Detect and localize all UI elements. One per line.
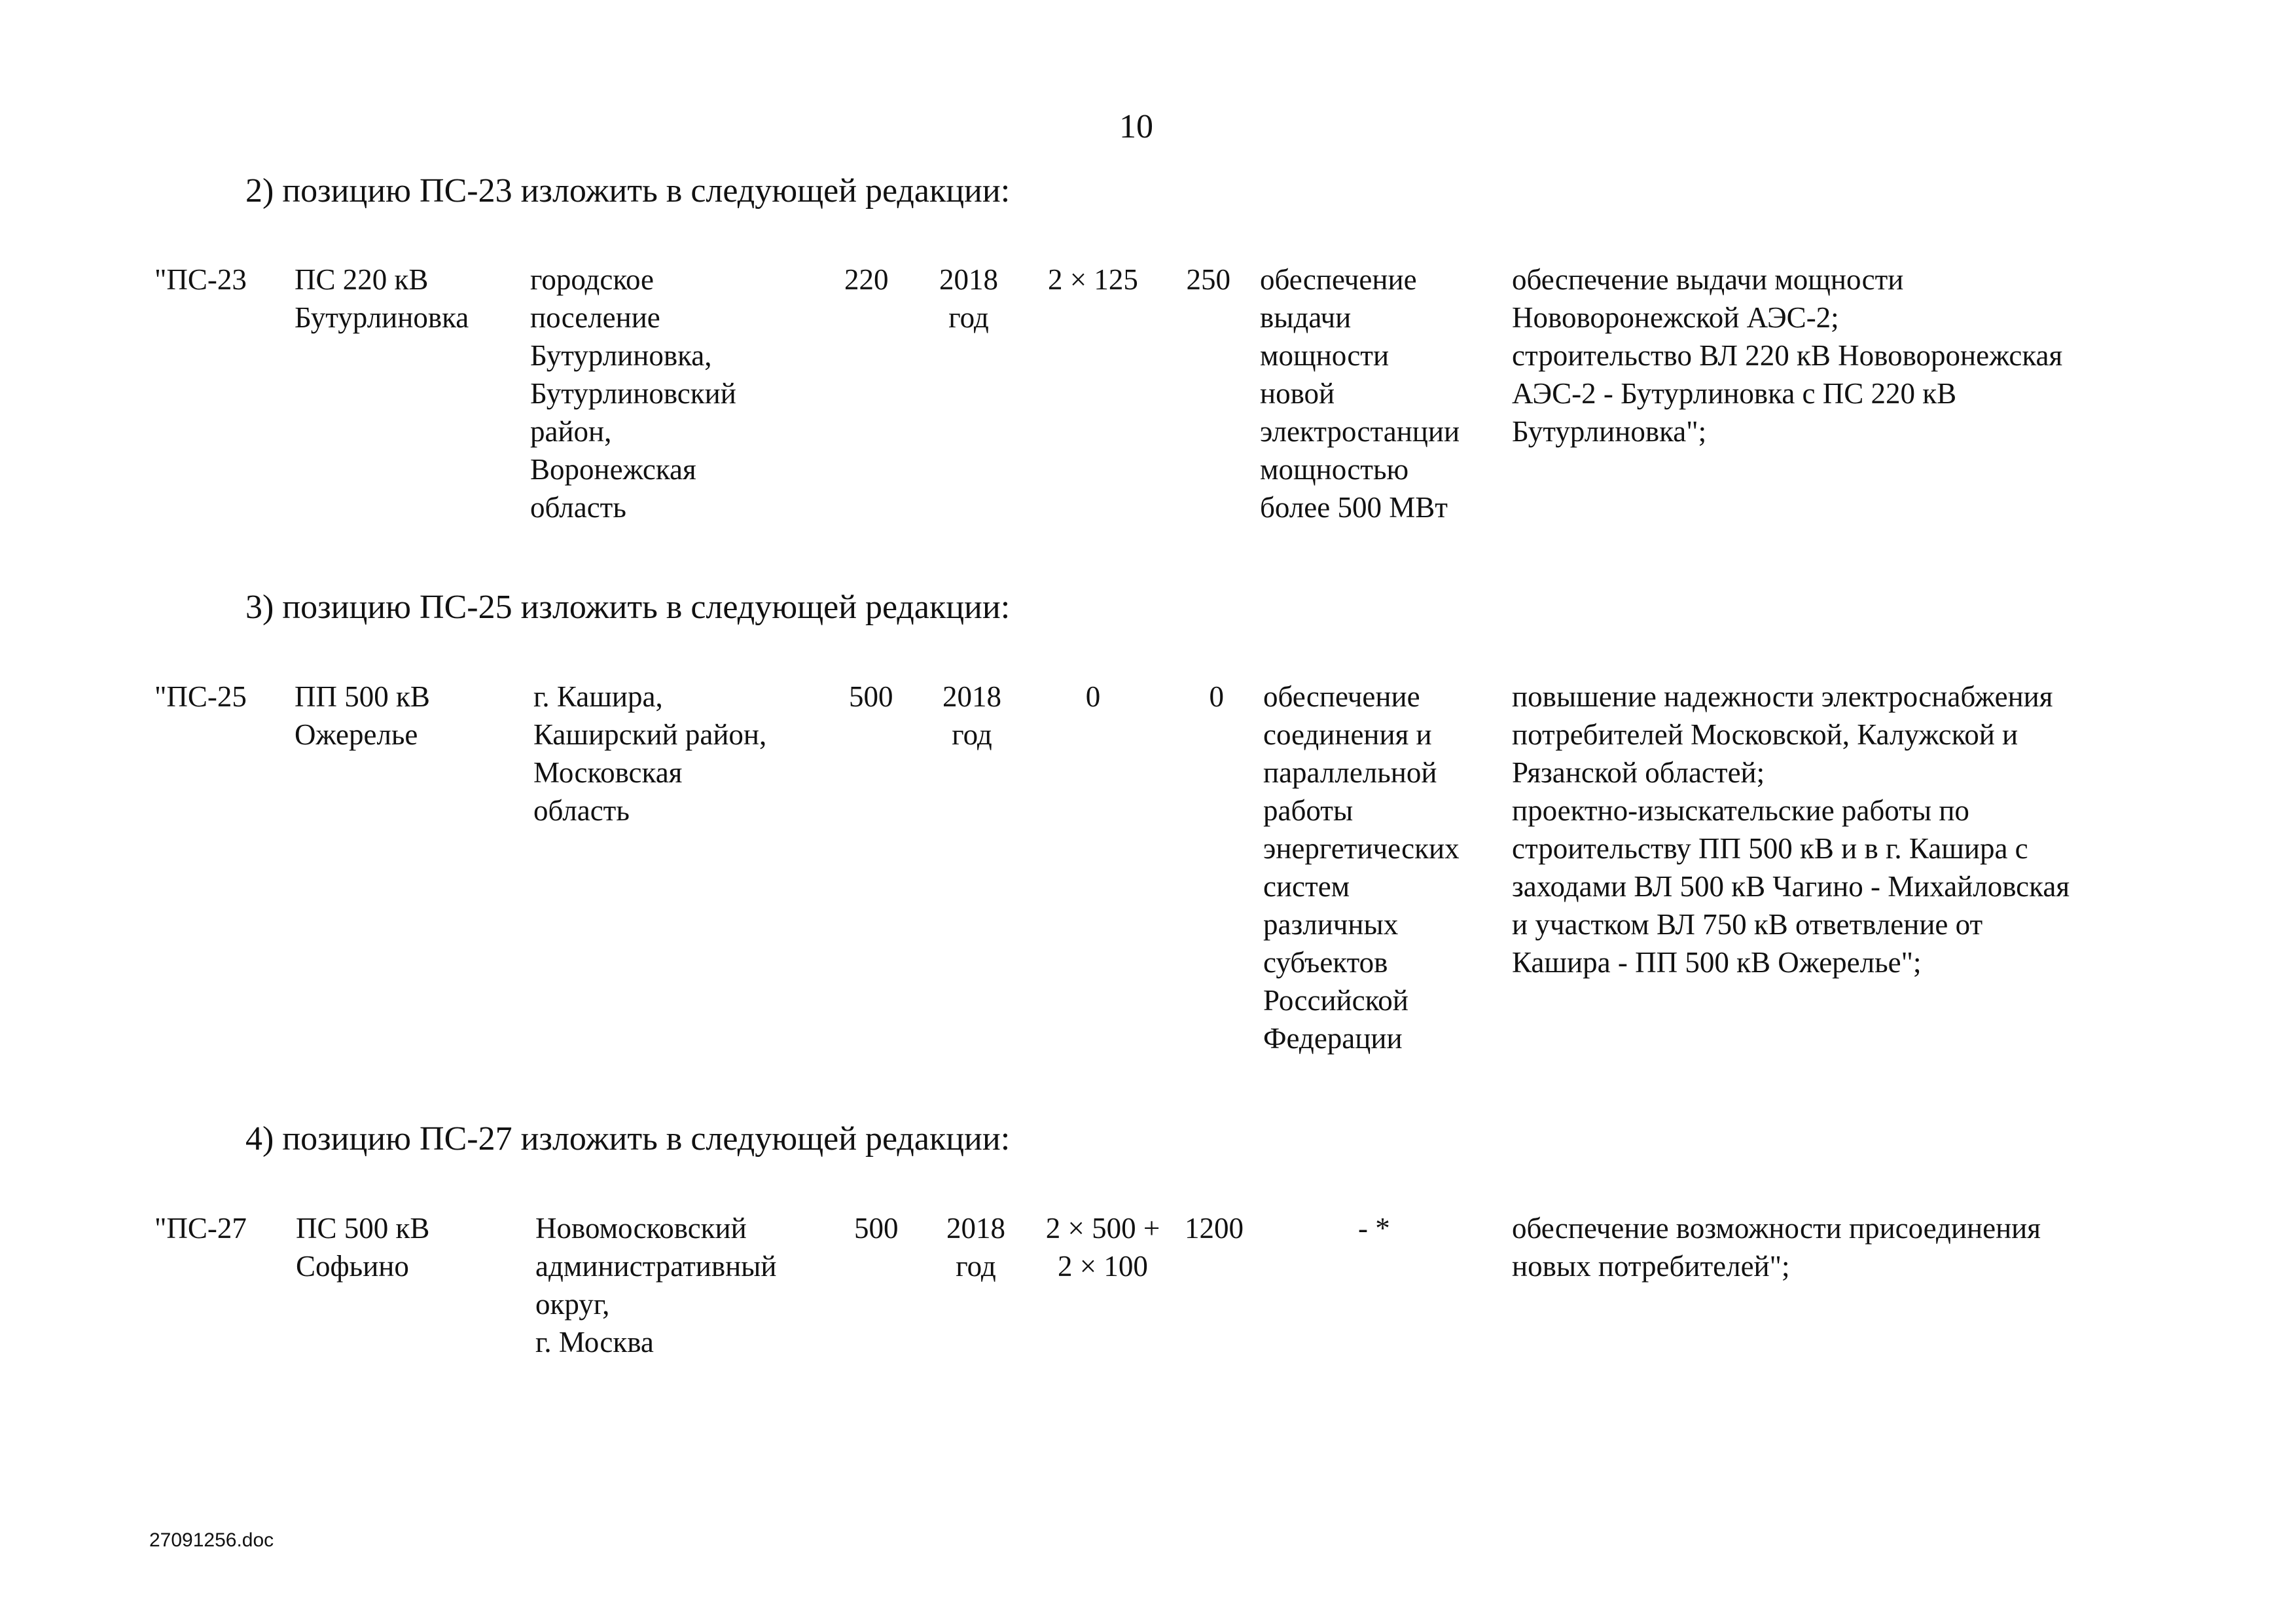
row-code: "ПС-25: [154, 680, 247, 713]
row-location: г. Кашира, Каширский район, Московская область: [533, 680, 767, 827]
row-capacity: 2 × 500 + 2 × 100: [1045, 1212, 1160, 1283]
section-intro: 3) позицию ПС-25 изложить в следующей редакции:: [245, 589, 1011, 626]
row-voltage: 500: [854, 1212, 899, 1245]
row-location: Новомосковский административный округ, г. Москва: [535, 1212, 777, 1359]
row-voltage: 500: [849, 680, 893, 713]
footer-filename: 27091256.doc: [149, 1529, 274, 1551]
row-name: ПС 220 кВ Бутурлиновка: [295, 263, 469, 334]
row-capacity: 0: [1085, 680, 1101, 713]
row-total: 0: [1209, 680, 1224, 713]
row-code: "ПС-23: [154, 263, 247, 296]
row-name: ПП 500 кВ Ожерелье: [295, 680, 430, 751]
row-code: "ПС-27: [154, 1212, 247, 1245]
section-intro: 2) позицию ПС-23 изложить в следующей редакции:: [245, 172, 1011, 210]
page-number: 10: [1119, 108, 1153, 145]
row-location: городское поселение Бутурлиновка, Бутурлиновский район, Воронежская область: [530, 263, 736, 524]
row-justification: обеспечение возможности присоединения новых потребителей";: [1512, 1212, 2041, 1283]
row-year: 2018 год: [946, 1212, 1005, 1283]
section-intro: 4) позицию ПС-27 изложить в следующей редакции:: [245, 1120, 1011, 1158]
row-purpose: - *: [1358, 1212, 1390, 1245]
row-total: 1200: [1185, 1212, 1244, 1245]
row-justification: повышение надежности электроснабжения потребителей Московской, Калужской и Рязанской областей; проектно-изыскательские работы по строительству ПП 500 кВ и в г. Кашира с заходами ВЛ 500 кВ Чагино - Михайловская и участком ВЛ 750 кВ ответвление от Кашира - ПП 500 кВ Ожерелье";: [1512, 680, 2070, 979]
row-total: 250: [1186, 263, 1230, 296]
row-justification: обеспечение выдачи мощности Нововоронежской АЭС-2; строительство ВЛ 220 кВ Нововоронежская АЭС-2 - Бутурлиновка с ПС 220 кВ Бутурлиновка";: [1512, 263, 2063, 448]
row-purpose: обеспечение соединения и параллельной работы энергетических систем различных субъектов Российской Федерации: [1263, 680, 1460, 1055]
row-purpose: обеспечение выдачи мощности новой электростанции мощностью более 500 МВт: [1260, 263, 1460, 524]
row-voltage: 220: [844, 263, 889, 296]
row-year: 2018 год: [939, 263, 998, 334]
row-capacity: 2 × 125: [1048, 263, 1138, 296]
row-name: ПС 500 кВ Софьино: [296, 1212, 430, 1283]
row-year: 2018 год: [942, 680, 1001, 751]
